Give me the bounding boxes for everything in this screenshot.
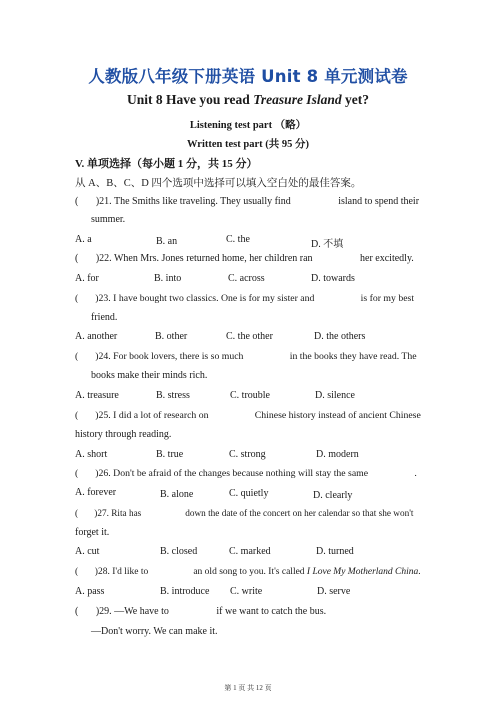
- q27-option-c: C. marked: [229, 546, 271, 557]
- question-21-continued: summer.: [91, 214, 126, 225]
- section-instruction: 从 A、B、C、D 四个选项中选择可以填入空白处的最佳答案。: [75, 178, 362, 189]
- q26-option-c: C. quietly: [229, 488, 269, 499]
- q28-option-a: A. pass: [75, 586, 105, 597]
- question-23-text: ( )23. I have bought two classics. One is for my sister and is for my best: [75, 293, 415, 304]
- q22-option-b: B. into: [154, 273, 182, 284]
- q25-option-c: C. strong: [229, 449, 266, 460]
- q27-option-d: D. turned: [316, 546, 354, 557]
- question-27-text: ( )27. Rita has down the date of the concert on her calendar so that she won't: [75, 509, 414, 519]
- question-23-continued: friend.: [91, 312, 118, 323]
- subtitle-text: Unit 8 Have you read: [127, 92, 254, 107]
- q28-option-d: D. serve: [317, 586, 351, 597]
- question-29-reply: —Don't worry. We can make it.: [91, 626, 218, 637]
- q25-option-b: B. true: [156, 449, 184, 460]
- question-25-text: ( )25. I did a lot of research on Chinese history instead of ancient Chinese: [75, 410, 421, 421]
- subtitle-end: yet?: [341, 92, 369, 107]
- q24-option-d: D. silence: [315, 390, 355, 401]
- q27-option-a: A. cut: [75, 546, 100, 557]
- q25-option-d: D. modern: [316, 449, 359, 460]
- question-27-continued: forget it.: [75, 527, 110, 538]
- q28-song-title: I Love My Motherland China: [306, 567, 419, 577]
- q23-option-a: A. another: [75, 331, 118, 342]
- question-24-text: ( )24. For book lovers, there is so much in the books they have read. The: [75, 351, 417, 362]
- question-29-text: ( )29. —We have to if we want to catch the bus.: [75, 606, 327, 617]
- q25-option-a: A. short: [75, 449, 108, 460]
- q26-option-b: B. alone: [160, 489, 194, 500]
- question-22-text: ( )22. When Mrs. Jones returned home, her children ran her excitedly.: [75, 253, 414, 264]
- written-part-label: Written test part (共 95 分): [187, 139, 309, 150]
- unit-subtitle: [0, 92, 496, 108]
- q21-option-a: A. a: [75, 234, 92, 245]
- q22-option-c: C. across: [228, 273, 265, 284]
- listening-part-label: Listening test part （略）: [189, 120, 307, 131]
- q28-end: .: [418, 567, 421, 577]
- q24-option-c: C. trouble: [230, 390, 270, 401]
- question-24-continued: books make their minds rich.: [91, 370, 208, 381]
- q24-option-a: A. treasure: [75, 390, 119, 401]
- q26-option-a: A. forever: [75, 487, 117, 498]
- q26-option-d: D. clearly: [313, 490, 353, 501]
- q21-option-c: C. the: [226, 234, 250, 245]
- section-heading: V. 单项选择（每小题 1 分，共 15 分）: [75, 158, 258, 170]
- page-number: 第 1 页 共 12 页: [224, 684, 272, 692]
- q21-option-d: D. 不填: [311, 239, 344, 250]
- q28-option-b: B. introduce: [160, 586, 210, 597]
- exam-title: 人教版八年级下册英语 Unit 8 单元测试卷: [88, 67, 408, 86]
- q23-option-d: D. the others: [314, 331, 366, 342]
- question-28-text: [75, 565, 421, 579]
- q21-option-b: B. an: [156, 236, 178, 247]
- q22-option-d: D. towards: [311, 273, 355, 284]
- question-21-text: ( )21. The Smiths like traveling. They usually find island to spend their: [75, 196, 420, 207]
- subtitle-book-title: Treasure Island: [253, 92, 342, 107]
- q23-option-b: B. other: [155, 331, 188, 342]
- q24-option-b: B. stress: [156, 390, 190, 401]
- q23-option-c: C. the other: [226, 331, 273, 342]
- q27-option-b: B. closed: [160, 546, 198, 557]
- q28-text: ( )28. I'd like to an old song to you. It's called: [75, 567, 307, 577]
- question-25-continued: history through reading.: [75, 429, 172, 440]
- q28-option-c: C. write: [230, 586, 263, 597]
- question-26-text: ( )26. Don't be afraid of the changes because nothing will stay the same .: [75, 468, 417, 479]
- q22-option-a: A. for: [75, 273, 99, 284]
